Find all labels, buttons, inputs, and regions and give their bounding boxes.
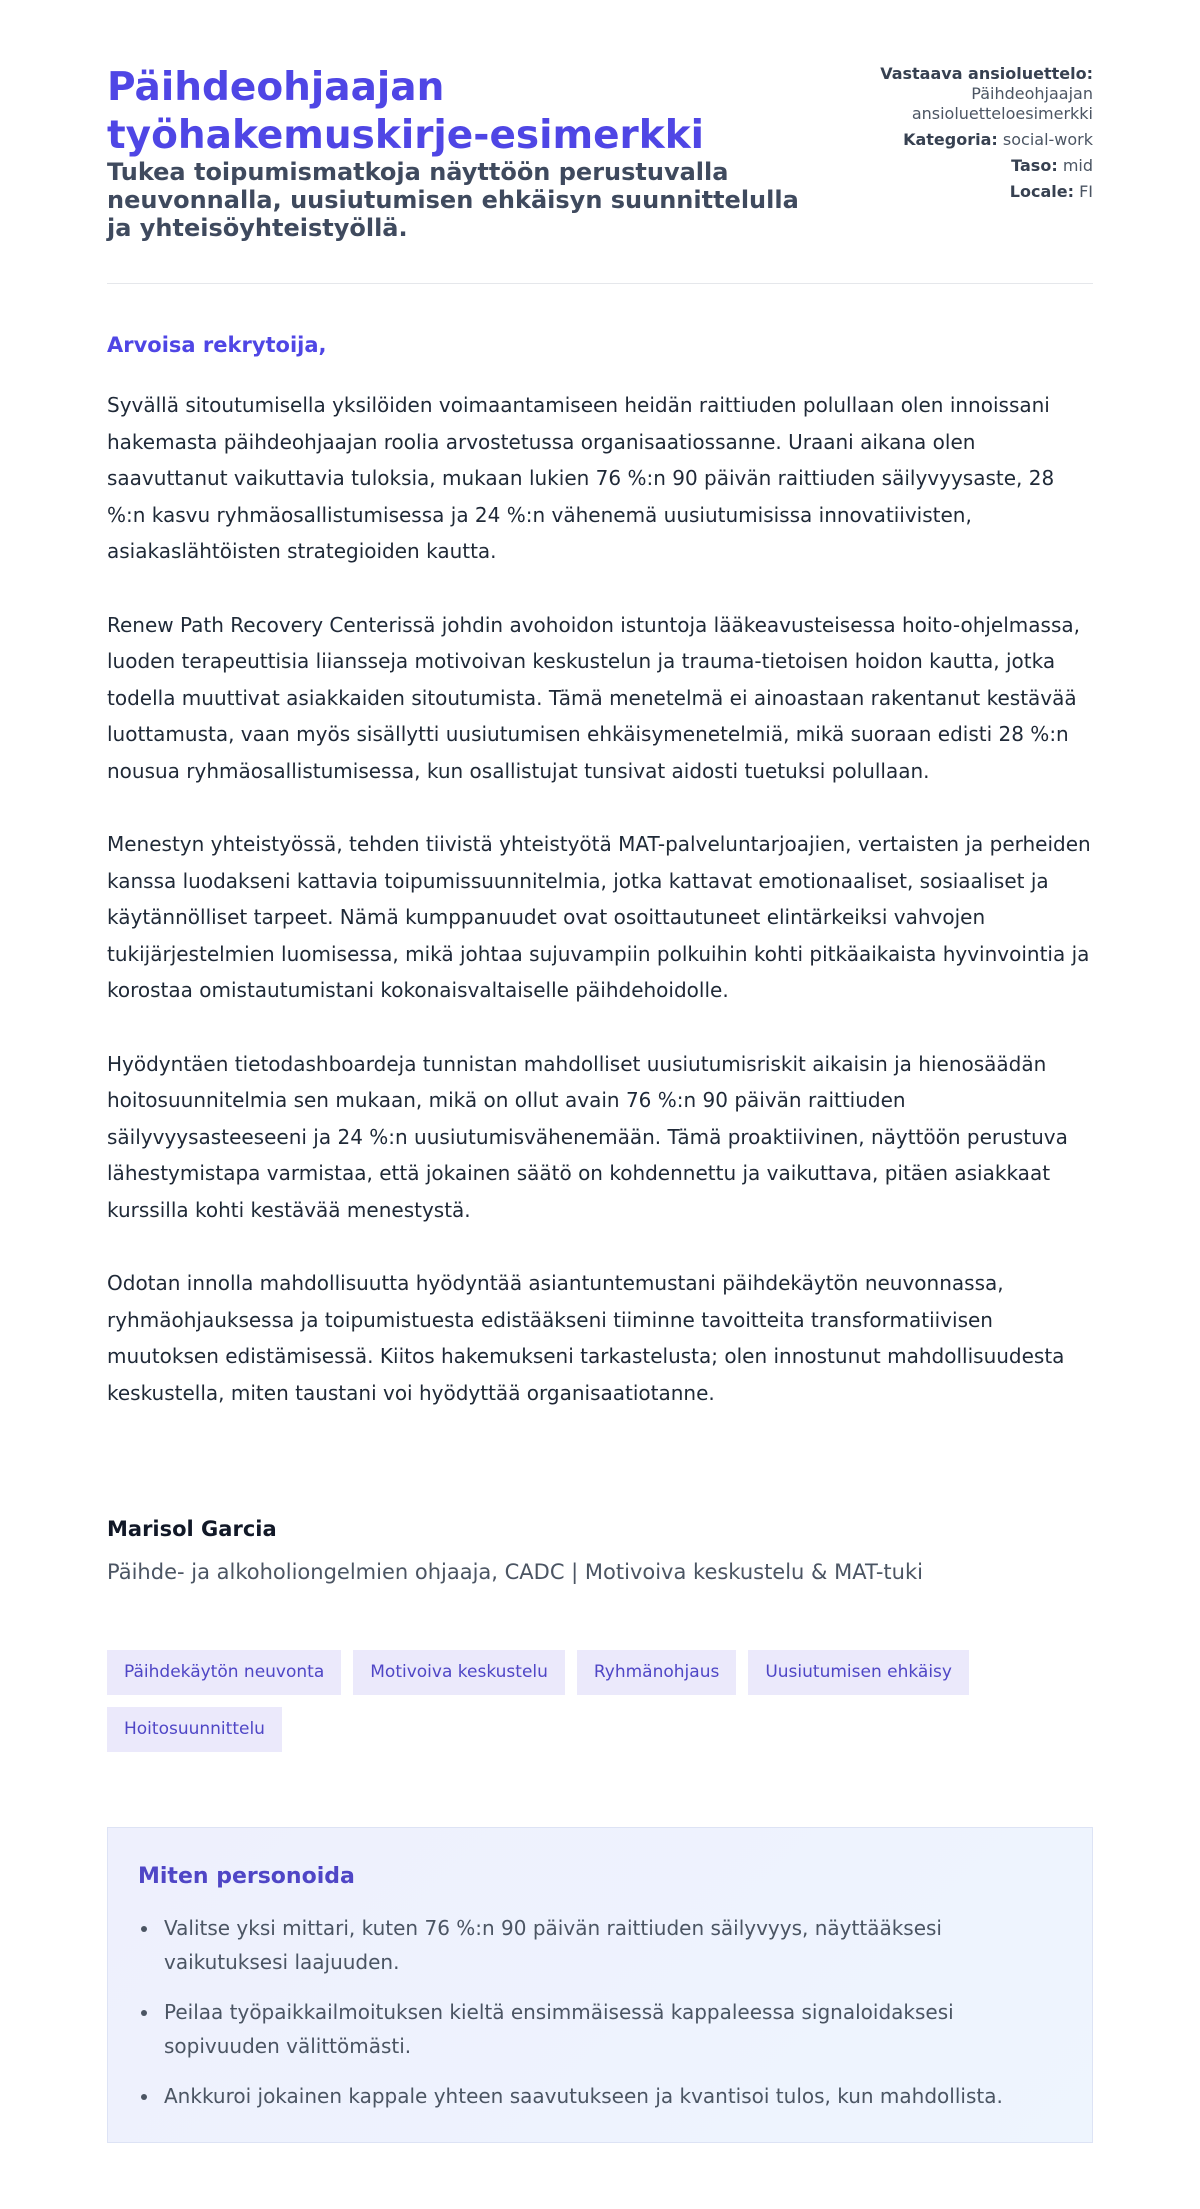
meta-category: [813, 130, 1093, 150]
tip-text: Valitse yksi mittari, kuten 76 %:n 90 päivän raittiuden säilyvyys, näyttääksesi vaikutuksesi laajuuden.: [164, 1916, 942, 1974]
tips-list: [138, 1911, 1062, 2113]
skill-tag: Päihdekäytön neuvonta: [107, 1650, 341, 1695]
skill-tag: Ryhmänohjaus: [577, 1650, 736, 1695]
meta-resume: [813, 64, 1093, 124]
meta-resume-label: Vastaava ansioluettelo:: [880, 64, 1093, 83]
tips-heading: Miten personoida: [138, 1864, 355, 1889]
tip-item: [138, 1911, 1062, 1979]
letter-paragraph: Syvällä sitoutumisella yksilöiden voimaantamiseen heidän raittiuden polullaan olen innoissani hakemasta päihdeohjaajan roolia arvostetussa organisaatiossanne. Uraani aikana olen saavuttanut vaikuttavia tuloksia, mukaan lukien 76 %:n 90 päivän raittiuden säilyvyysaste, 28 %:n kasvu ryhmäosallistumisessa ja 24 %:n vähenemä uusiutumisissa innovatiivisten, asiakaslähtöisten strategioiden kautta.: [107, 393, 1055, 563]
meta-level: [813, 156, 1093, 176]
skill-tag: Motivoiva keskustelu: [353, 1650, 565, 1695]
letter-paragraph: Renew Path Recovery Centerissä johdin avohoidon istuntoja lääkeavusteisessa hoito-ohjelmassa, luoden terapeuttisia liiansseja motivoivan keskustelun ja trauma-tietoisen hoidon kautta, jotka todella muuttivat asiakkaiden sitoutumista. Tämä menetelmä ei ainoastaan rakentanut kestävää luottamusta, vaan myös sisällytti uusiutumisen ehkäisymenetelmiä, mikä suoraan edisti 28 %:n nousua ryhmäosallistumisessa, kun osallistujat tunsivat aidosti tuetuksi polullaan.: [107, 612, 1080, 783]
page-title: Päihdeohjaajan työhakemuskirje-esimerkki: [107, 65, 705, 158]
tip-item: [138, 1995, 1062, 2063]
tip-text: Ankkuroi jokainen kappale yhteen saavutukseen ja kvantisoi tulos, kun mahdollista.: [164, 2084, 1003, 2108]
signature-name: Marisol Garcia: [107, 1517, 277, 1541]
cover-letter-page: [107, 0, 1093, 2108]
signature-title: Päihde- ja alkoholiongelmien ohjaaja, CADC | Motivoiva keskustelu & MAT-tuki: [107, 1560, 923, 1584]
bullet-icon: [141, 2094, 147, 2100]
meta-locale-label: Locale:: [1009, 182, 1074, 201]
skill-tag: Uusiutumisen ehkäisy: [748, 1650, 969, 1695]
meta-locale: [813, 182, 1093, 202]
letter-paragraph: Menestyn yhteistyössä, tehden tiivistä yhteistyötä MAT-palveluntarjoajien, vertaisten ja perheiden kanssa luodakseni kattavia toipumissuunnitelmia, jotka kattavat emotionaaliset, sosiaaliset ja käytännölliset tarpeet. Nämä kumppanuudet ovat osoittautuneet elintärkeiksi vahvojen tukijärjestelmien luomisessa, mikä johtaa sujuvampiin polkuihin kohti pitkäaikaista hyvinvointia ja korostaa omistautumistani kokonaisvaltaiselle päihdehoidolle.: [107, 832, 1091, 1002]
letter-paragraph: Odotan innolla mahdollisuutta hyödyntää asiantuntemustani päihdekäytön neuvonnassa, ryhmäohjauksessa ja toipumistuesta edistääkseni tiiminne tavoitteita transformatiivisen muutoksen edistämisessä. Kiitos hakemukseni tarkastelusta; olen innostunut mahdollisuudesta keskustella, miten taustani voi hyödyttää organisaatiotanne.: [107, 1271, 1065, 1405]
tip-text: Peilaa työpaikkailmoituksen kieltä ensimmäisessä kappaleessa signaloidaksesi sopivuuden välittömästi.: [164, 2000, 954, 2058]
letter-body: [107, 387, 1093, 1448]
meta-level-label: Taso:: [1011, 156, 1058, 175]
meta-locale-value: FI: [1079, 182, 1093, 201]
meta-resume-value[interactable]: Päihdeohjaajan ansioluetteloesimerkki: [911, 84, 1093, 123]
meta-category-label: Kategoria:: [903, 130, 998, 149]
meta-panel: [813, 64, 1093, 208]
tip-item: [138, 2079, 1062, 2113]
meta-level-value: mid: [1062, 156, 1093, 175]
page-header: [107, 0, 1093, 284]
page-subtitle: Tukea toipumismatkoja näyttöön perustuvalla neuvonnalla, uusiutumisen ehkäisyn suunnittelulla ja yhteisöyhteistyöllä.: [107, 158, 799, 242]
skill-tags: [107, 1650, 1093, 1752]
letter-paragraph: Hyödyntäen tietodashboardeja tunnistan mahdolliset uusiutumisriskit aikaisin ja hienosäädän hoitosuunnitelmia sen mukaan, mikä on ollut avain 76 %:n 90 päivän raittiuden säilyvyysasteeseeni ja 24 %:n uusiutumisvähenemään. Tämä proaktiivinen, näyttöön perustuva lähestymistapa varmistaa, että jokainen säätö on kohdennettu ja vaikuttava, pitäen asiakkaat kurssilla kohti kestävää menestystä.: [107, 1051, 1068, 1222]
letter-greeting: Arvoisa rekrytoija,: [107, 333, 327, 357]
bullet-icon: [141, 1926, 147, 1932]
bullet-icon: [141, 2010, 147, 2016]
personalization-tips: [107, 1827, 1093, 2143]
skill-tag: Hoitosuunnittelu: [107, 1707, 282, 1752]
meta-category-value: social-work: [1002, 130, 1093, 149]
